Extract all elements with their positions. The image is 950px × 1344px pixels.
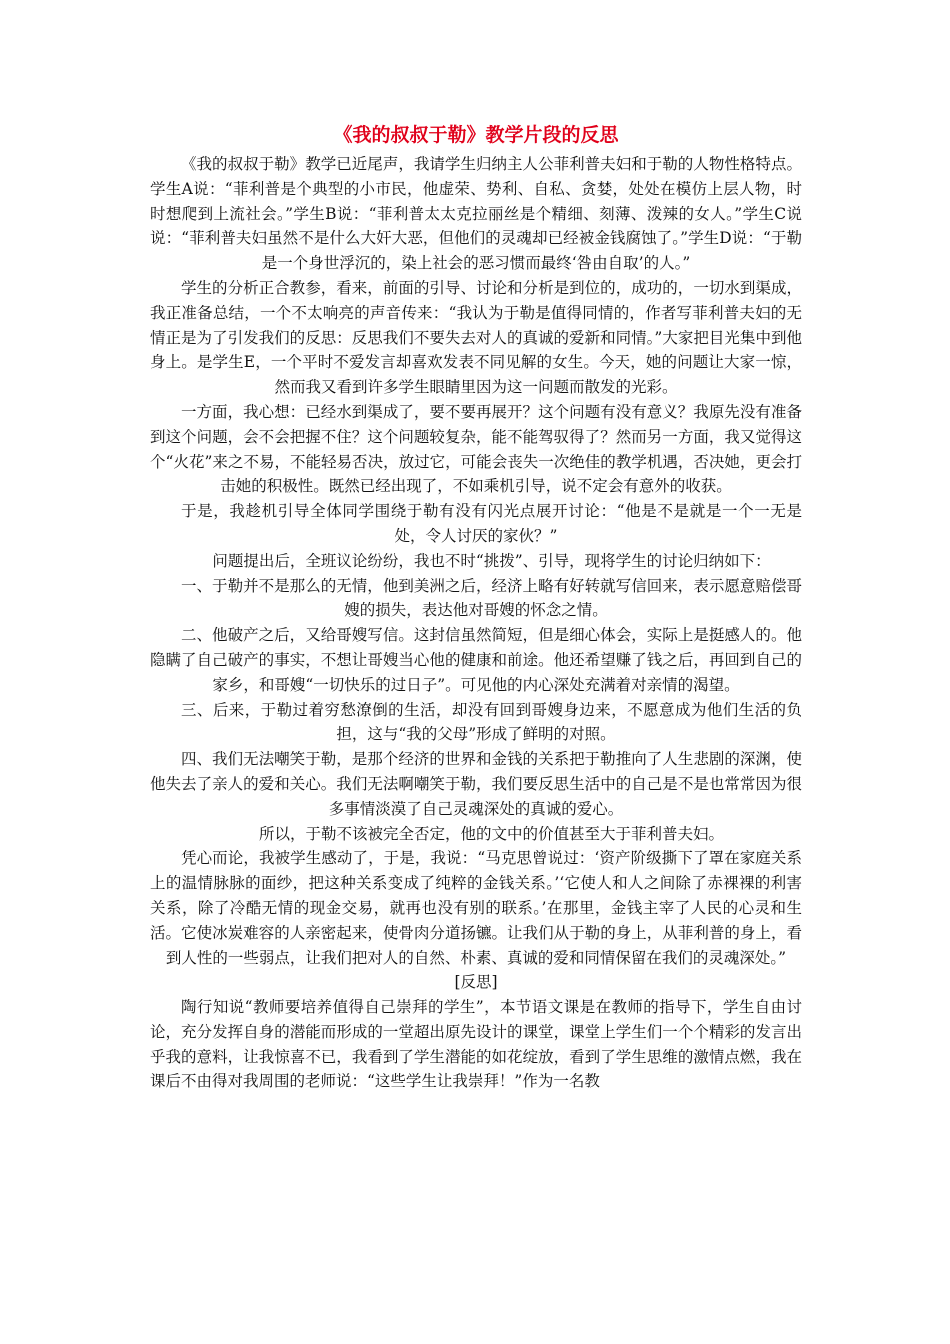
- paragraph-point-two: 二、他破产之后，又给哥嫂写信。这封信虽然简短，但是细心体会，实际上是挺感人的。他隐瞒了自己破产的事实，不想让哥嫂当心他的健康和前途。他还希望赚了钱之后，再回到自己的家乡，和哥嫂“一切快乐的过日子”。可见他的内心深处充满着对亲情的渴望。: [150, 626, 802, 694]
- paragraph-point-one: 一、于勒并不是那么的无情，他到美洲之后，经济上略有好转就写信回来，表示愿意赔偿哥嫂的损失，表达他对哥嫂的怀念之情。: [181, 576, 802, 620]
- document-page: [150, 120, 802, 1094]
- paragraph-conclusion: 所以，于勒不该被完全否定，他的文中的价值甚至大于菲利普夫妇。: [258, 824, 724, 843]
- paragraph-reflection: 陶行知说“教师要培养值得自己崇拜的学生”，本节语文课是在教师的指导下，学生自由讨论，充分发挥自身的潜能而形成的一堂超出原先设计的课堂，课堂上学生们一个个精彩的发言出乎我的意料，让我惊喜不已，我看到了学生潜能的如花绽放，看到了学生思维的激情点燃，我在课后不由得对我周围的老师说：“这些学生让我崇拜！”作为一名教: [150, 998, 802, 1091]
- paragraph-point-three: 三、后来，于勒过着穷愁潦倒的生活，却没有回到哥嫂身边来，不愿意成为他们生活的负担，这与“我的父母”形成了鲜明的对照。: [181, 700, 802, 744]
- paragraph-student-e: 学生的分析正合教参，看来，前面的引导、讨论和分析是到位的，成功的，一切水到渠成，我正准备总结，一个不太响亮的声音传来：“我认为于勒是值得同情的，作者写菲利普夫妇的无情正是为了引发我们的反思：反思我们不要失去对人的真诚的爱新和同情。”大家把目光集中到他身上。是学生E，一个平时不爱发言却喜欢发表不同见解的女生。今天，她的问题让大家一惊，然而我又看到许多学生眼睛里因为这一问题而散发的光彩。: [150, 278, 802, 397]
- paragraph-teacher-thoughts: 一方面，我心想：已经水到渠成了，要不要再展开？这个问题有没有意义？我原先没有准备到这个问题，会不会把握不住？这个问题较复杂，能不能驾驭得了？然而另一方面，我又觉得这个“火花”来之不易，不能轻易否决，放过它，可能会丧失一次绝佳的教学机遇，否决她，更会打击她的积极性。既然已经出现了，不如乘机引导，说不定会有意外的收获。: [150, 402, 802, 496]
- paragraph-discussion-prompt: 于是，我趁机引导全体同学围绕于勒有没有闪光点展开讨论：“他是不是就是一个一无是处，令人讨厌的家伙？”: [181, 502, 802, 545]
- paragraph-intro: 《我的叔叔于勒》教学已近尾声，我请学生归纳主人公菲利普夫妇和于勒的人物性格特点。学生A说：“菲利普是个典型的小市民，他虚荣、势利、自私、贪婪，处处在模仿上层人物，时时想爬到上流社会。”学生B说：“菲利普太太克拉丽丝是个精细、刻薄、泼辣的女人。”学生C说说：“菲利普夫妇虽然不是什么大奸大恶，但他们的灵魂却已经被金钱腐蚀了。”学生D说：“于勒是一个身世浮沉的，染上社会的恶习惯而最终‘咎由自取’的人。”: [150, 155, 802, 273]
- paragraph-marx-quote: 凭心而论，我被学生感动了，于是，我说：“马克思曾说过：‘资产阶级撕下了罩在家庭关系上的温情脉脉的面纱，把这种关系变成了纯粹的金钱关系。’‘它使人和人之间除了赤裸裸的利害关系，除了冷酷无情的现金交易，就再也没有别的联系。’在那里，金钱主宰了人民的心灵和生活。它使冰炭难容的人亲密起来，使骨肉分道扬镳。让我们从于勒的身上，从菲利普的身上，看到人性的一些弱点，让我们把对人的自然、朴素、真诚的爱和同情保留在我们的灵魂深处。”: [150, 849, 802, 967]
- paragraph-summary-intro: 问题提出后，全班议论纷纷，我也不时“挑拨”、引导，现将学生的讨论归纳如下：: [212, 551, 771, 570]
- reflection-heading: [反思]: [454, 973, 498, 992]
- document-title: 《我的叔叔于勒》教学片段的反思: [333, 124, 619, 146]
- paragraph-point-four: 四、我们无法嘲笑于勒，是那个经济的世界和金钱的关系把于勒推向了人生悲剧的深渊，使他失去了亲人的爱和关心。我们无法啊嘲笑于勒，我们要反思生活中的自己是不是也常常因为很多事情淡漠了自己灵魂深处的真诚的爱心。: [150, 750, 802, 818]
